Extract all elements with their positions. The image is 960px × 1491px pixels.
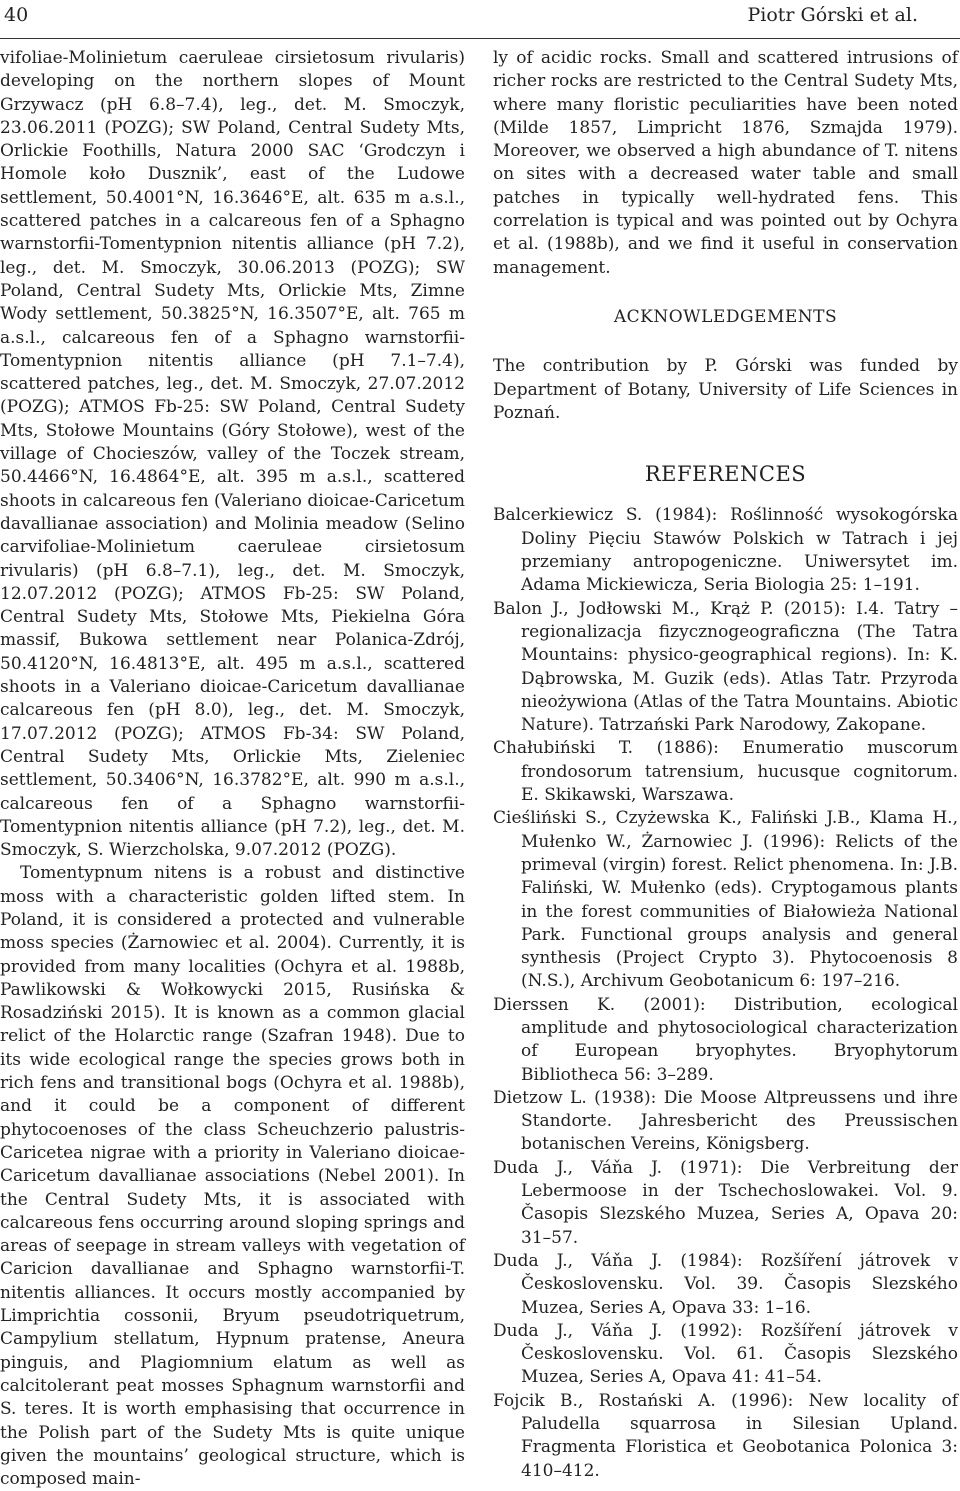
reference-entry: Fojcik B., Rostański A. (1996): New locality of Paludella squarrosa in Silesian Upland. Fragmenta Floristica et Geobotanica Polonica 3: 410–412. [493,1390,958,1481]
page-number: 40 [4,4,29,26]
reference-entry: Dierssen K. (2001): Distribution, ecological amplitude and phytosociological characterization of European bryophytes. Bryophytorum Bibliotheca 56: 3–289. [493,994,958,1085]
page-header [0,0,960,40]
reference-entry: Balon J., Jodłowski M., Krąż P. (2015): I.4. Tatry – regionalizacja fizycznogeograficzna (The Tatra Mountains: physico-geographical regions). In: K. Dąbrowska, M. Guzik (eds). Atlas Tatr. Przyroda nieożywiona (Atlas of the Tatra Mountains. Abiotic Nature). Tatrzański Park Narodowy, Zakopane. [493,598,958,736]
species-discussion: Tomentypnum nitens is a robust and distinctive moss with a characteristic golden lifted stem. In Poland, it is considered a protected and vulnerable moss species (Żarnowiec et al. 2004). Currently, it is provided from many localities (Ochyra et al. 1988b, Pawlikowski & Wołkowycki 2015, Rusińska & Rosadziński 2015). It is known as a common glacial relict of the Holarctic range (Szafran 1948). Due to its wide ecological range the species grows both in rich fens and transitional bogs (Ochyra et al. 1988b), and it could be a component of different phytocoenoses of the class Scheuchzerio palustris-Caricetea nigrae with a priority in Valeriano dioicae-Caricetum davallianae associations (Nebel 2001). In the Central Sudety Mts, it is associated with calcareous fens occurring around sloping springs and areas of seepage in stream valleys with vegetation of Caricion davallianae and Sphagno warnstorfii-T. nitentis alliances. It occurs mostly accompanied by Limprichtia cossonii, Bryum pseudotriquetrum, Campylium stellatum, Hypnum pratense, Aneura pinguis, and Plagiomnium elatum as well as calcitolerant peat mosses Sphagnum warnstorfii and S. teres. It is worth emphasising that occurrence in the Polish part of the Sudety Mts is quite unique given the mountains’ geological structure, which is composed main- [0,863,465,1490]
reference-entry: Duda J., Váňa J. (1971): Die Verbreitung der Lebermoose in der Tschechoslowakei. Vol. 9. Časopis Slezského Muzea, Series A, Opava 20: 31–57. [493,1157,958,1248]
reference-entry: Dietzow L. (1938): Die Moose Altpreussens und ihre Standorte. Jahresbericht des Preussischen botanischen Vereins, Königsberg. [493,1087,958,1155]
acknowledgements-text: The contribution by P. Górski was funded by Department of Botany, University of Life Sciences in Poznań. [493,356,958,423]
discussion-continuation: ly of acidic rocks. Small and scattered intrusions of richer rocks are restricted to the Central Sudety Mts, where many floristic peculiarities have been noted (Milde 1857, Limpricht 1876, Szmajda 1979). Moreover, we observed a high abundance of T. nitens on sites with a decreased water table and small patches in typically well-hydrated fens. This correlation is typical and was pointed out by Ochyra et al. (1988b), and we find it useful in conservation management. [493,48,958,278]
left-column [0,47,465,1491]
header-rule [0,38,960,39]
reference-entry: Duda J., Váňa J. (1984): Rozšíření játrovek v Československu. Vol. 39. Časopis Slezského Muzea, Series A, Opava 33: 1–16. [493,1250,958,1318]
reference-entry: Duda J., Váňa J. (1992): Rozšíření játrovek v Československu. Vol. 61. Časopis Slezského Muzea, Series A, Opava 41: 41–54. [493,1320,958,1388]
acknowledgements-heading: ACKNOWLEDGEMENTS [613,306,838,327]
reference-entry: Chałubiński T. (1886): Enumeratio muscorum frondosorum tatrensium, hucusque cognitorum. E. Skikawski, Warszawa. [493,738,958,806]
references-heading: REFERENCES [644,462,807,487]
running-head: Piotr Górski et al. [747,4,918,26]
locality-records: vifoliae-Molinietum caeruleae cirsietosum rivularis) developing on the northern slopes of Mount Grzywacz (pH 6.8–7.4), leg., det. M. Smoczyk, 23.06.2011 (POZG); SW Poland, Central Sudety Mts, Orlickie Foothills, Natura 2000 SAC ‘Grodczyn i Homole koło Dusznik’, east of the Ludowe settlement, 50.4001°N, 16.3646°E, alt. 635 m a.s.l., scattered patches in a calcareous fen of a Sphagno warnstorfii-Tomentypnion nitentis alliance (pH 7.2), leg., det. M. Smoczyk, 30.06.2013 (POZG); SW Poland, Central Sudety Mts, Orlickie Mts, Zimne Wody settlement, 50.3825°N, 16.3507°E, alt. 765 m a.s.l., calcareous fen of a Sphagno warnstorfii-Tomentypnion nitentis alliance (pH 7.1–7.4), scattered patches, leg., det. M. Smoczyk, 27.07.2012 (POZG); ATMOS Fb-25: SW Poland, Central Sudety Mts, Stołowe Mountains (Góry Stołowe), west of the village of Chocieszów, valley of the Toczek stream, 50.4466°N, 16.4864°E, alt. 395 m a.s.l., scattered shoots in calcareous fen (Valeriano dioicae-Caricetum davallianae association) and Molinia meadow (Selino carvifoliae-Molinietum caeruleae cirsietosum rivularis) (pH 6.8–7.1), leg., det. M. Smoczyk, 12.07.2012 (POZG); ATMOS Fb-25: SW Poland, Central Sudety Mts, Stołowe Mts, Piekielna Góra massif, Bukowa settlement near Polanica-Zdrój, 50.4120°N, 16.4813°E, alt. 495 m a.s.l., scattered shoots in a Valeriano dioicae-Caricetum davallianae calcareous fen (pH 8.0), leg., det. M. Smoczyk, 17.07.2012 (POZG); ATMOS Fb-34: SW Poland, Central Sudety Mts, Orlickie Mts, Zieleniec settlement, 50.3406°N, 16.3782°E, alt. 990 m a.s.l., calcareous fen of a Sphagno warnstorfii-Tomentypnion nitentis alliance (pH 7.2), leg., det. M. Smoczyk, S. Wierzcholska, 9.07.2012 (POZG). [0,48,465,861]
reference-entry: Cieśliński S., Czyżewska K., Faliński J.B., Klama H., Mułenko W., Żarnowiec J. (1996): Relicts of the primeval (virgin) forest. Relict phenomena. In: J.B. Faliński, W. Mułenko (eds). Cryptogamous plants in the forest communities of Białowieża National Park. Functional groups analysis and general synthesis (Project Crypto 3). Phytocoenosis 8 (N.S.), Archivum Geobotanicum 6: 197–216. [493,808,958,992]
reference-entry: Balcerkiewicz S. (1984): Roślinność wysokogórska Doliny Pięciu Stawów Polskich w Tatrach i jej przemiany antropogeniczne. Uniwersytet im. Adama Mickiewicza, Seria Biologia 25: 1–191. [493,505,958,596]
right-column [493,47,958,1483]
